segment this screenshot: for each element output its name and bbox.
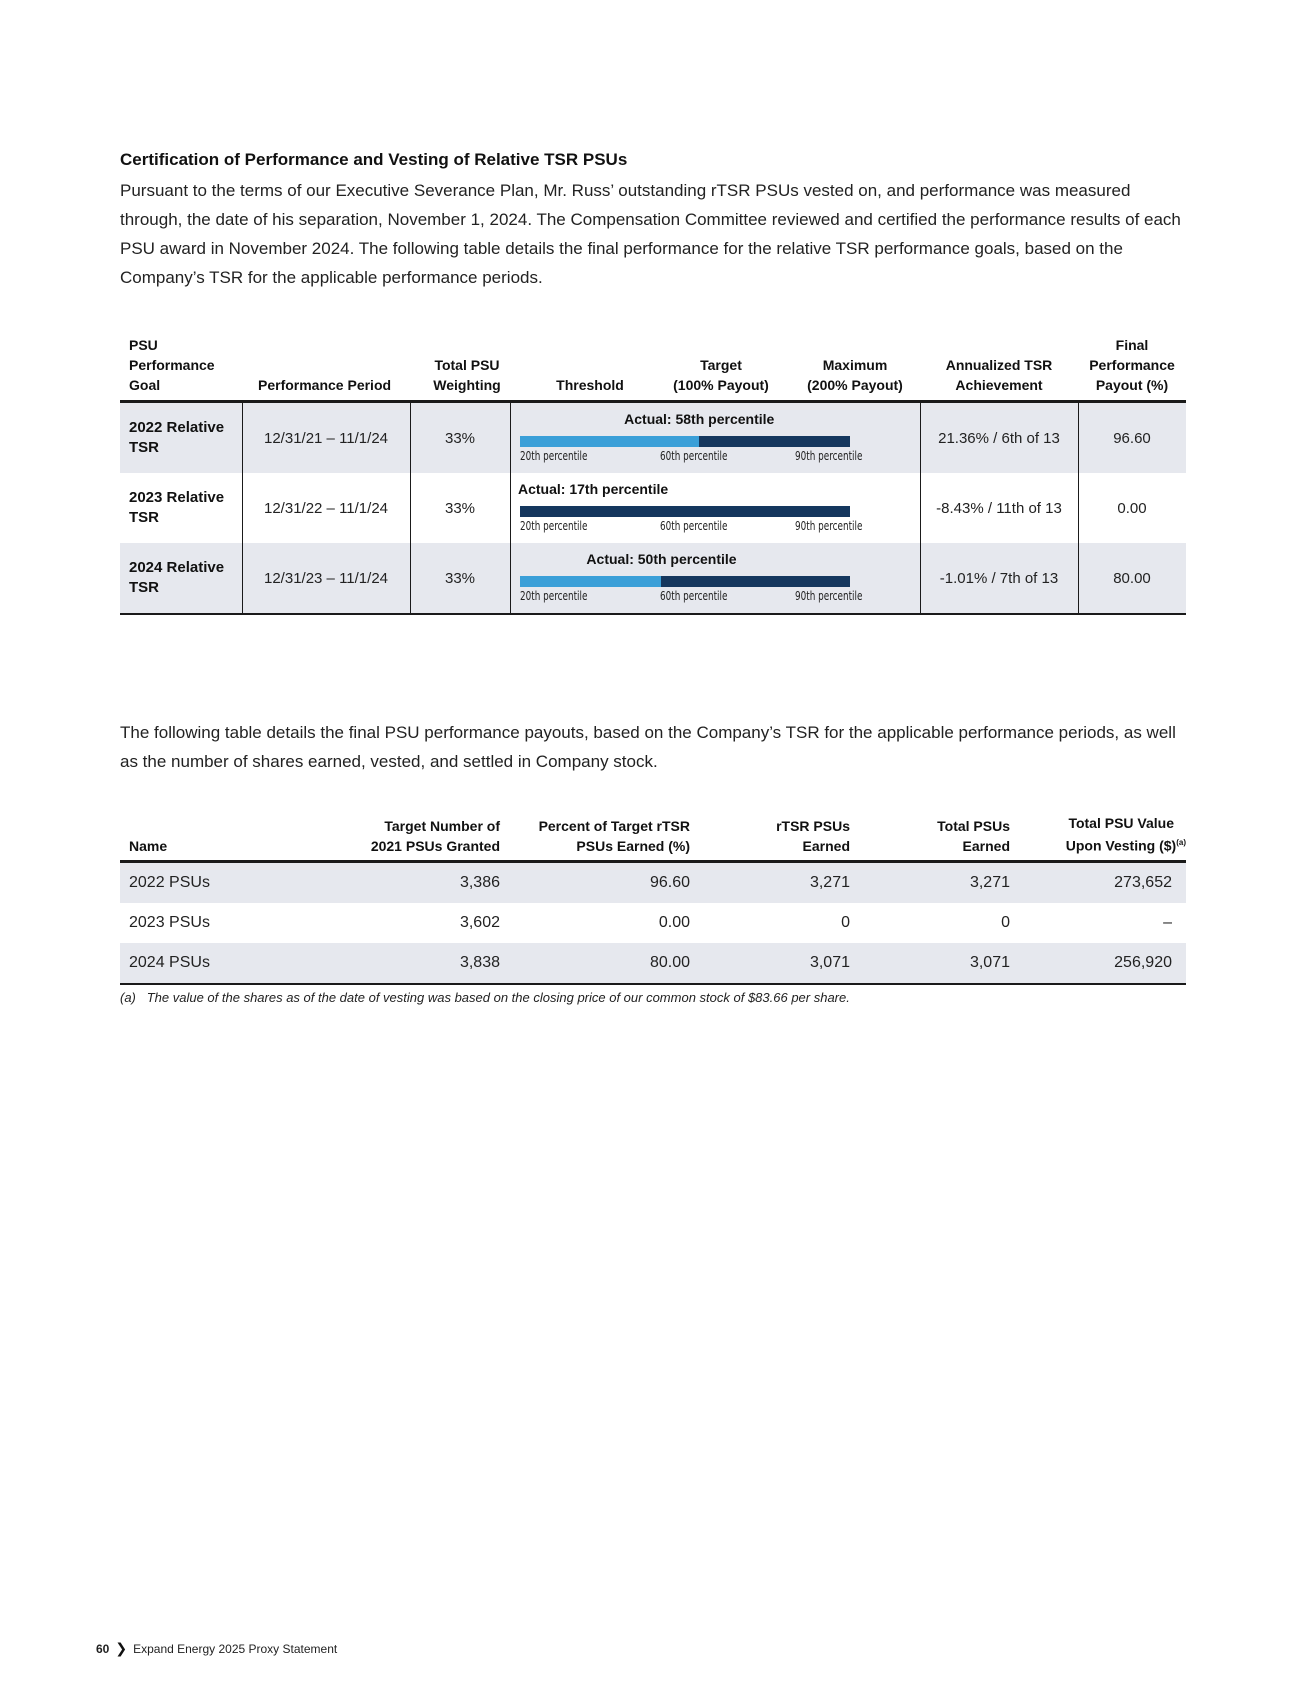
actual-percentile-label: Actual: 50th percentile: [586, 551, 737, 567]
psu-goal: 2023 Relative TSR: [129, 489, 225, 526]
column-divider: [510, 473, 511, 543]
scale-label: 20th percentile: [520, 589, 588, 603]
annualized-tsr-achievement: 21.36% / 6th of 13: [938, 429, 1060, 447]
scale-label: 90th percentile: [795, 449, 863, 463]
scale-label: 90th percentile: [795, 519, 863, 533]
header-percent-earned: Percent of Target rTSR PSUs Earned (%): [538, 818, 690, 854]
table-bottom-rule: [120, 983, 1186, 985]
page-footer: [96, 1640, 337, 1657]
final-payout: 96.60: [1113, 429, 1151, 447]
rtsr-earned: 3,271: [809, 874, 850, 891]
percent-earned: 0.00: [658, 914, 690, 931]
scale-label: 20th percentile: [520, 519, 588, 533]
table-row: [120, 863, 1186, 903]
target-number: 3,386: [459, 874, 500, 891]
header-total-earned: Total PSUs Earned: [937, 818, 1010, 854]
target-number: 3,838: [459, 954, 500, 971]
column-divider: [510, 403, 511, 473]
annualized-tsr-achievement: -1.01% / 7th of 13: [939, 569, 1059, 587]
page-number: 60: [96, 1641, 110, 1656]
footnote: (a) The value of the shares as of the date of vesting was based on the closing price of our common stock of $83.66 per share.: [120, 990, 850, 1005]
achieved-bar: [520, 576, 661, 587]
table-row: [120, 903, 1186, 943]
actual-percentile-label: Actual: 17th percentile: [518, 481, 669, 497]
header-maximum: Maximum (200% Payout): [807, 357, 903, 393]
publication-title: Expand Energy 2025 Proxy Statement: [133, 1641, 338, 1656]
scale-label: 90th percentile: [795, 589, 863, 603]
psu-payout-table: [120, 812, 1186, 985]
scale-label: 60th percentile: [660, 589, 728, 603]
target-number: 3,602: [459, 914, 500, 931]
total-earned: 0: [1001, 914, 1010, 931]
total-value: 273,652: [1114, 874, 1172, 891]
percent-earned: 80.00: [649, 954, 690, 971]
header-name: Name: [129, 838, 168, 854]
actual-percentile-label: Actual: 58th percentile: [624, 411, 775, 427]
remaining-bar: [661, 576, 850, 587]
header-final-payout: Final Performance Payout (%): [1089, 337, 1175, 393]
table-row: [120, 543, 1186, 613]
chevron-right-icon: ❯: [115, 1640, 128, 1656]
header-annualized-tsr: Annualized TSR Achievement: [945, 357, 1053, 393]
weighting: 33%: [444, 429, 476, 447]
intro-paragraph-2: The following table details the final PSU performance payouts, based on the Company’s TSR for the applicable performance periods, as well as the number of shares earned, vested, and settled in Company stock.: [120, 723, 1176, 771]
intro-paragraph: Pursuant to the terms of our Executive Severance Plan, Mr. Russ’ outstanding rTSR PSUs vested on, and performance was measured through, the date of his separation, November 1, 2024. The Compensation Committee reviewed and certified the performance results of each PSU award in November 2024. The following table details the final performance for the relative TSR performance goals, based on the Company’s TSR for the applicable performance periods.: [120, 181, 1181, 287]
scale-label: 60th percentile: [660, 519, 728, 533]
total-value: 256,920: [1114, 954, 1172, 971]
psu-goal: 2022 Relative TSR: [129, 419, 225, 456]
percent-earned: 96.60: [649, 874, 690, 891]
relative-tsr-performance-table: [120, 336, 1186, 615]
rtsr-earned: 3,071: [809, 954, 850, 971]
total-value: –: [1163, 914, 1172, 931]
performance-period: 12/31/23 – 11/1/24: [264, 569, 388, 587]
header-performance-period: Performance Period: [258, 377, 392, 393]
annualized-tsr-achievement: -8.43% / 11th of 13: [936, 499, 1062, 517]
column-divider: [510, 543, 511, 613]
header-target-number: Target Number of 2021 PSUs Granted: [370, 818, 500, 854]
total-earned: 3,271: [969, 874, 1010, 891]
header-rtsr-earned: rTSR PSUs Earned: [776, 818, 850, 854]
scale-label: 20th percentile: [520, 449, 588, 463]
psu-name: 2022 PSUs: [129, 874, 210, 891]
psu-goal: 2024 Relative TSR: [129, 559, 225, 596]
remaining-bar: [520, 506, 850, 517]
rtsr-earned: 0: [841, 914, 850, 931]
table-row: [120, 473, 1186, 543]
table-header: [120, 812, 1186, 863]
total-earned: 3,071: [969, 954, 1010, 971]
header-total-psu-weighting: Total PSU Weighting: [433, 357, 501, 393]
weighting: 33%: [444, 569, 476, 587]
final-payout: 0.00: [1117, 499, 1147, 517]
scale-label: 60th percentile: [660, 449, 728, 463]
final-payout: 80.00: [1113, 569, 1151, 587]
psu-name: 2024 PSUs: [129, 954, 210, 971]
table-row: [120, 403, 1186, 473]
remaining-bar: [699, 436, 850, 447]
table-header: [120, 336, 1186, 403]
header-threshold: Threshold: [556, 377, 624, 393]
header-target: Target (100% Payout): [673, 357, 769, 393]
psu-name: 2023 PSUs: [129, 914, 210, 931]
section-title: Certification of Performance and Vesting of Relative TSR PSUs: [120, 150, 628, 169]
performance-period: 12/31/21 – 11/1/24: [264, 429, 388, 447]
achieved-bar: [520, 436, 699, 447]
header-total-value: Total PSU Value Upon Vesting ($)$^{(a)}$: [1065, 815, 1186, 854]
table-row: [120, 943, 1186, 983]
table-bottom-rule: [120, 613, 1186, 615]
performance-period: 12/31/22 – 11/1/24: [264, 499, 388, 517]
weighting: 33%: [444, 499, 476, 517]
header-psu-goal: PSU Performance Goal: [129, 337, 215, 393]
